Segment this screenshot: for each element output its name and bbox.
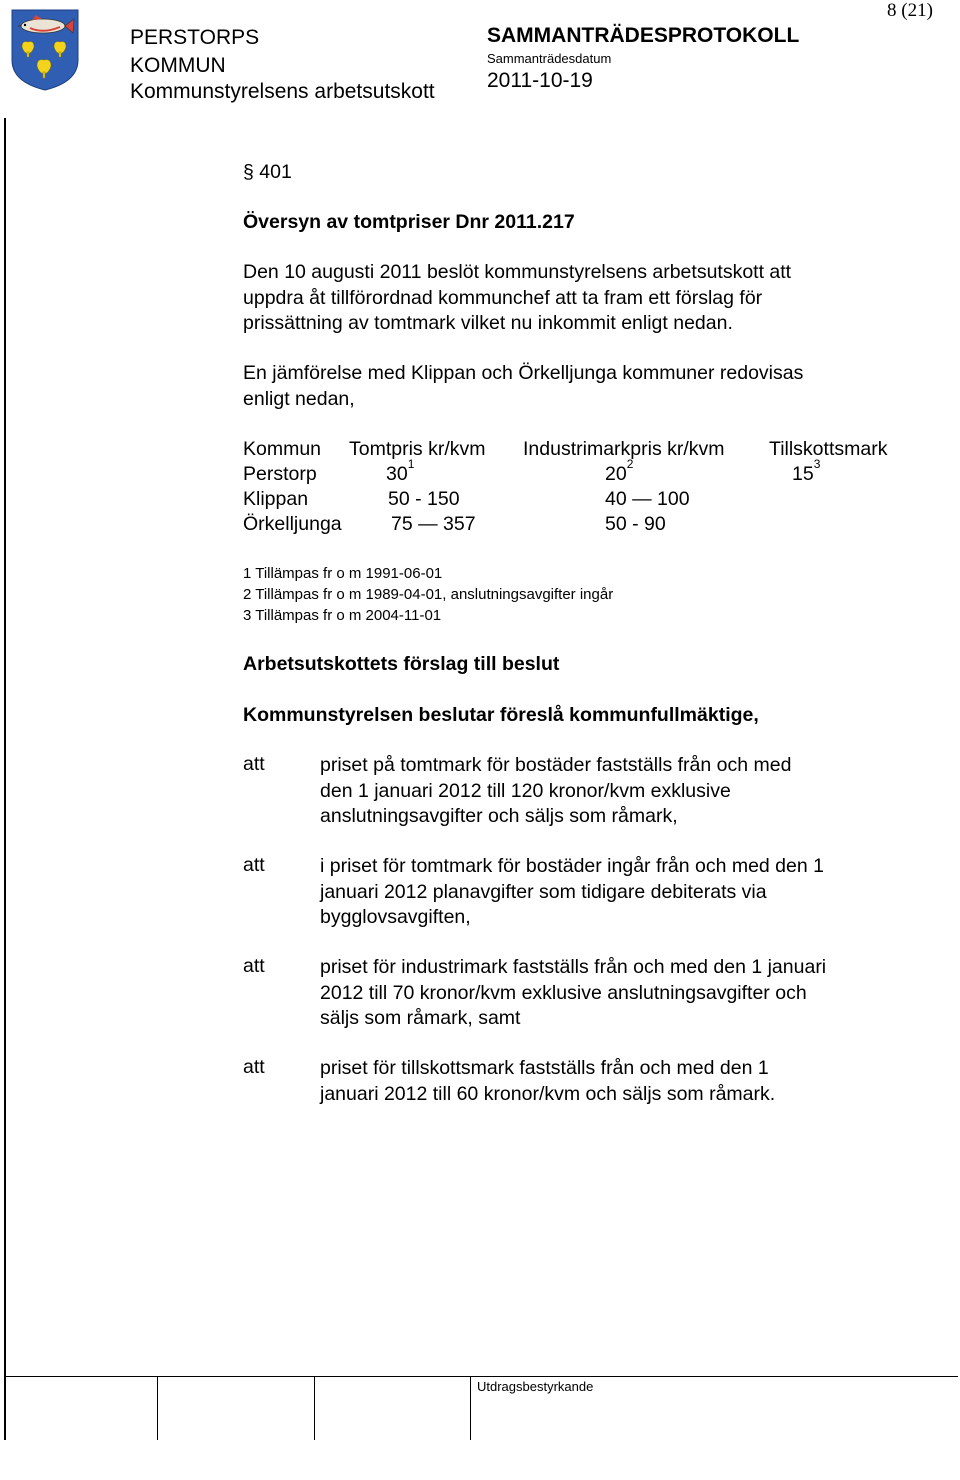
section-number [243,160,292,186]
meeting-date-value: 2011-10-19 [487,69,593,92]
footnote: 1 Tillämpas fr o m 1991-06-01 [243,565,443,582]
decision-item [320,854,910,931]
decision-item [320,753,910,830]
att-label: att [243,1056,265,1078]
left-margin-rule [4,118,6,1440]
decision-item [320,955,910,1032]
decision-item [320,1056,910,1107]
intro-line: Den 10 augusti 2011 beslöt kommunstyrelsens arbetsutskott att [243,261,792,283]
cell-kommun: Klippan [243,488,309,510]
org-name-line3: Kommunstyrelsens arbetsutskott [130,80,435,103]
paragraph-symbol: § [243,161,254,183]
decision-line: januari 2012 till 60 kronor/kvm och säljs som råmark. [320,1082,776,1105]
meeting-date-label: Sammanträdesdatum [487,51,612,66]
decision-line: anslutningsavgifter och säljs som råmark, [320,805,678,827]
decision-line: säljs som råmark, samt [320,1007,521,1029]
document-title: SAMMANTRÄDESPROTOKOLL [487,24,800,47]
comparison-line: En jämförelse med Klippan och Örkelljunga kommuner redovisas [243,362,804,384]
cell-kommun: Örkelljunga [243,513,342,535]
intro-line: prissättning av tomtmark vilket nu inkommit enligt nedan. [243,312,733,334]
decision-line: 2012 till 70 kronor/kvm exklusive anslutningsavgifter och [320,981,807,1004]
cell-value: 20 [605,463,627,485]
decision-line: i priset för tomtmark för bostäder ingår från och med den 1 [320,855,824,877]
footnote-ref: 1 [407,457,415,471]
cell-industrimarkpris: 50 - 90 [605,513,666,535]
cell-tillskottsmark [792,457,821,486]
decision-line: januari 2012 planavgifter som tidigare debiterats via [320,880,767,903]
section-title: Översyn av tomtpriser Dnr 2011.217 [243,211,575,233]
proposal-heading: Arbetsutskottets förslag till beslut [243,653,560,675]
decision-line: bygglovsavgiften, [320,906,471,928]
org-name-line1: PERSTORPS [130,26,260,49]
org-name-line2: KOMMUN [130,54,226,77]
cell-tomtpris: 50 - 150 [388,488,460,510]
att-label: att [243,955,265,977]
intro-line: uppdra åt tillförordnad kommunchef att ta fram ett förslag för [243,286,763,309]
page-number: 8 (21) [887,0,933,21]
comparison-line: enligt nedan, [243,387,355,410]
proposal-subheading: Kommunstyrelsen beslutar föreslå kommunfullmäktige, [243,704,759,726]
comparison-paragraph [243,361,903,412]
cell-tomtpris: 75 — 357 [391,513,476,535]
col-header-kommun: Kommun [243,438,322,460]
footer-rule [4,1376,958,1377]
footnote-ref: 3 [813,457,821,471]
footnote-ref: 2 [626,457,634,471]
col-header-industrimarkpris: Industrimarkpris kr/kvm [523,438,725,460]
decision-line: priset för industrimark fastställs från och med den 1 januari [320,956,827,978]
municipality-crest-logo [10,8,80,92]
decision-line: priset på tomtmark för bostäder fastställs från och med [320,754,792,776]
footer-certification-label: Utdragsbestyrkande [477,1379,594,1394]
decision-line: priset för tillskottsmark fastställs från och med den 1 [320,1057,769,1079]
cell-industrimarkpris [605,457,634,486]
cell-tomtpris [386,457,415,486]
col-header-tomtpris: Tomtpris kr/kvm [349,438,486,460]
intro-paragraph [243,260,903,337]
cell-value: 30 [386,463,408,485]
section-number-value: 401 [259,161,292,183]
signature-box-divider [470,1376,471,1440]
cell-industrimarkpris: 40 — 100 [605,488,690,510]
cell-kommun: Perstorp [243,463,317,485]
footnote: 2 Tillämpas fr o m 1989-04-01, anslutningsavgifter ingår [243,586,614,603]
att-label: att [243,753,265,775]
signature-box-divider [314,1376,315,1440]
decision-line: den 1 januari 2012 till 120 kronor/kvm exklusive [320,779,731,802]
footnote: 3 Tillämpas fr o m 2004-11-01 [243,607,442,624]
col-header-tillskottsmark: Tillskottsmark [769,438,888,460]
signature-box-divider [157,1376,158,1440]
cell-value: 15 [792,463,814,485]
att-label: att [243,854,265,876]
